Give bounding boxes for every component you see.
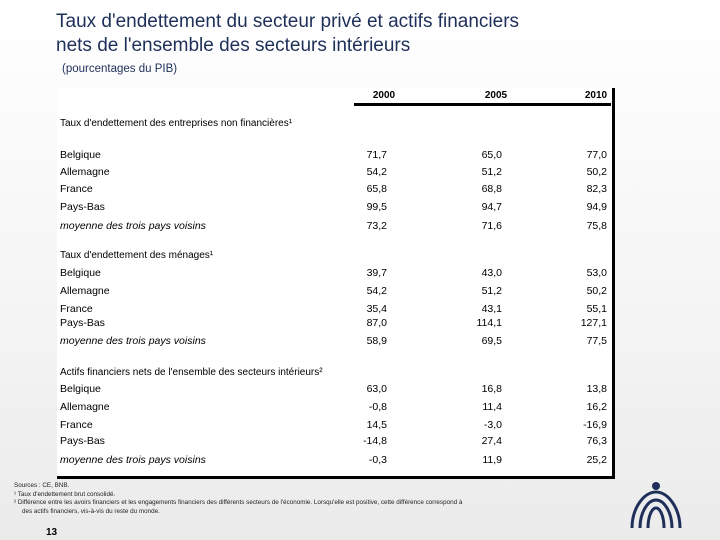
table-row — [57, 220, 612, 234]
cell-2005: 94,7 — [481, 201, 502, 213]
table-row — [57, 454, 612, 468]
cell-2005: 11,9 — [482, 454, 502, 466]
cell-2010: 77,0 — [586, 149, 607, 161]
row-label: moyenne des trois pays voisins — [60, 335, 206, 347]
cell-2000: 73,2 — [366, 220, 387, 232]
table-row — [57, 419, 612, 433]
cell-2010: 94,9 — [586, 201, 607, 213]
row-label: France — [60, 303, 93, 315]
cell-2010: 82,3 — [586, 183, 607, 195]
page-number: 13 — [46, 527, 58, 538]
cell-2010: 50,2 — [586, 166, 607, 178]
column-header-2010: 2010 — [584, 90, 608, 101]
footnote-1: ¹ Taux d'endettement brut consolidé. — [14, 490, 116, 498]
table-header — [354, 88, 611, 106]
table-row — [57, 401, 612, 415]
cell-2010: 25,2 — [586, 454, 607, 466]
cell-2000: 58,9 — [366, 335, 387, 347]
cell-2000: -0,3 — [368, 454, 387, 466]
cell-2000: 63,0 — [366, 383, 387, 395]
cell-2005: 11,4 — [482, 401, 502, 413]
cell-2005: 114,1 — [476, 317, 502, 329]
bnb-logo-icon — [624, 478, 688, 534]
footnote-2: ² Différence entre les avoirs financiers et les engagements financiers des différents secteurs de l'économie. Lorsqu'elle est positive, cette différence correspond à — [14, 499, 463, 506]
cell-2005: 71,6 — [481, 220, 502, 232]
cell-2010: 53,0 — [586, 267, 607, 279]
cell-2000: 71,7 — [366, 149, 387, 161]
table-row — [57, 435, 612, 449]
cell-2000: 35,4 — [366, 303, 387, 315]
cell-2005: 16,8 — [481, 383, 502, 395]
cell-2005: 65,0 — [481, 149, 502, 161]
subtitle: (pourcentages du PIB) — [62, 63, 178, 75]
cell-2010: 55,1 — [586, 303, 607, 315]
cell-2000: 14,5 — [366, 419, 387, 431]
cell-2005: 43,1 — [481, 303, 502, 315]
row-label: Allemagne — [60, 401, 110, 413]
section-heading-actifs: Actifs financiers nets de l'ensemble des secteurs intérieurs² — [60, 367, 323, 378]
table-row — [57, 149, 612, 163]
cell-2000: 39,7 — [366, 267, 387, 279]
table-row — [57, 303, 612, 317]
cell-2010: 75,8 — [586, 220, 607, 232]
table-row — [57, 183, 612, 197]
title-line-1: Taux d'endettement du secteur privé et actifs financiers — [56, 11, 520, 32]
row-label: Belgique — [60, 149, 101, 161]
cell-2010: 77,5 — [586, 335, 607, 347]
cell-2005: -3,0 — [483, 419, 502, 431]
table-row — [57, 285, 612, 299]
column-header-2005: 2005 — [484, 90, 508, 101]
cell-2005: 51,2 — [481, 166, 502, 178]
cell-2005: 69,5 — [481, 335, 502, 347]
table-row — [57, 201, 612, 215]
cell-2000: 54,2 — [366, 166, 387, 178]
section-heading-entreprises: Taux d'endettement des entreprises non financières¹ — [60, 118, 293, 129]
cell-2000: 87,0 — [366, 317, 387, 329]
title-line-2: nets de l'ensemble des secteurs intérieurs — [56, 35, 411, 56]
slide-title — [56, 10, 696, 58]
cell-2010: 16,2 — [586, 401, 607, 413]
cell-2010: 76,3 — [586, 435, 607, 447]
row-label: France — [60, 183, 93, 195]
row-label: Allemagne — [60, 166, 110, 178]
table-row — [57, 335, 612, 349]
cell-2005: 43,0 — [481, 267, 502, 279]
row-label: Pays-Bas — [60, 317, 105, 329]
cell-2010: 50,2 — [586, 285, 607, 297]
footnotes — [14, 482, 614, 516]
sources-note: Sources : CE, BNB. — [14, 482, 70, 489]
row-label: moyenne des trois pays voisins — [60, 220, 206, 232]
cell-2000: 65,8 — [366, 183, 387, 195]
row-label: France — [60, 419, 93, 431]
cell-2000: 99,5 — [366, 201, 387, 213]
cell-2010: -16,9 — [583, 419, 607, 431]
table-row — [57, 383, 612, 397]
table-row — [57, 166, 612, 180]
cell-2010: 13,8 — [586, 383, 607, 395]
footnote-2-continued: des actifs financiers, vis-à-vis du reste du monde. — [22, 507, 160, 515]
row-label: Pays-Bas — [60, 435, 105, 447]
cell-2005: 51,2 — [481, 285, 502, 297]
cell-2000: -14,8 — [363, 435, 387, 447]
row-label: moyenne des trois pays voisins — [60, 454, 206, 466]
cell-2010: 127,1 — [580, 317, 607, 329]
cell-2000: 54,2 — [366, 285, 387, 297]
row-label: Allemagne — [60, 285, 110, 297]
data-table — [57, 88, 615, 479]
column-header-2000: 2000 — [372, 90, 396, 101]
cell-2005: 68,8 — [481, 183, 502, 195]
row-label: Pays-Bas — [60, 201, 105, 213]
table-row — [57, 317, 612, 331]
row-label: Belgique — [60, 383, 101, 395]
table-row — [57, 267, 612, 281]
cell-2000: -0,8 — [368, 401, 387, 413]
section-heading-menages: Taux d'endettement des ménages¹ — [60, 250, 214, 261]
cell-2005: 27,4 — [481, 435, 502, 447]
row-label: Belgique — [60, 267, 101, 279]
